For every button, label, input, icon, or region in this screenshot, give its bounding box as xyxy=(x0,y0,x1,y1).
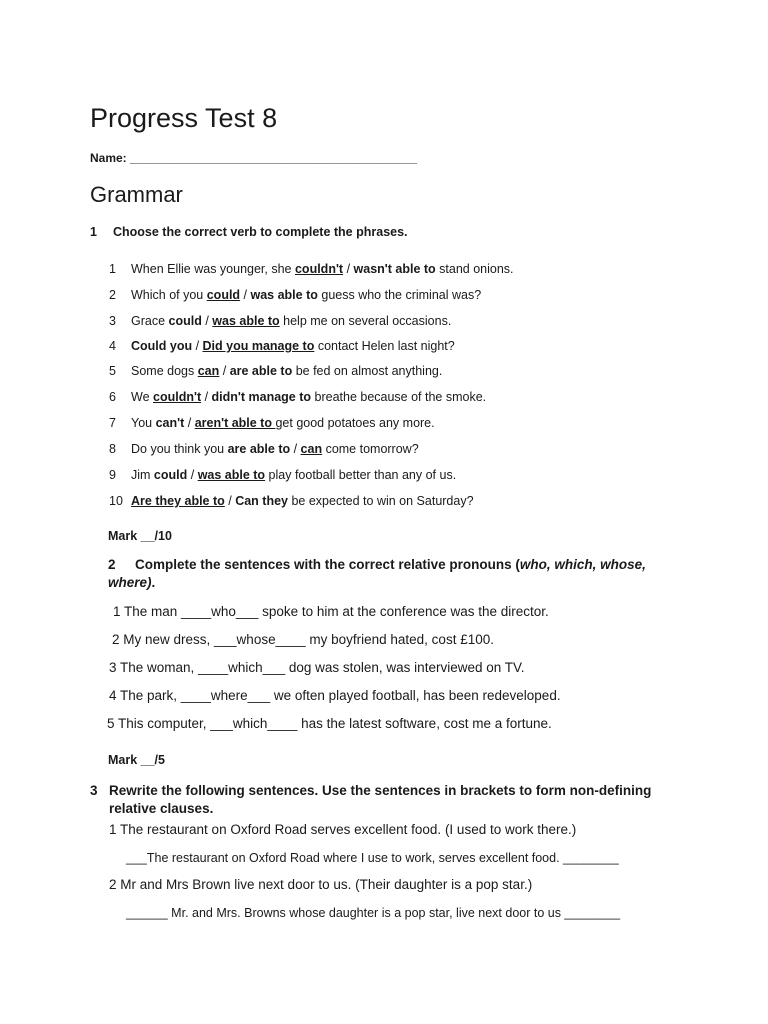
option-2[interactable]: Can they xyxy=(235,494,288,508)
option-separator: / xyxy=(240,288,251,302)
option-2[interactable]: didn't manage to xyxy=(211,390,312,404)
question-3-prompt: 2 Mr and Mrs Brown live next door to us. (Their daughter is a pop star.) xyxy=(109,877,533,892)
item-text-after: be expected to win on Saturday? xyxy=(288,494,474,508)
item-text-after: come tomorrow? xyxy=(322,442,419,456)
option-separator: / xyxy=(201,390,212,404)
question-number: 1 xyxy=(90,225,97,239)
question-3-answer[interactable]: ______ Mr. and Mrs. Browns whose daughter is a pop star, live next door to us ________ xyxy=(126,906,621,920)
option-2[interactable]: are able to xyxy=(229,364,293,378)
question-3-answer[interactable]: ___The restaurant on Oxford Road where I use to work, serves excellent food. ________ xyxy=(126,851,619,865)
option-separator: / xyxy=(201,314,213,328)
question-1-item xyxy=(109,337,455,355)
item-text-after: stand onions. xyxy=(435,262,514,276)
option-separator: / xyxy=(224,494,236,508)
option-1[interactable]: could xyxy=(206,288,241,302)
instruction-text: Choose the correct verb to complete the phrases. xyxy=(113,225,408,239)
item-number: 5 xyxy=(109,364,116,378)
item-text-after: guess who the criminal was? xyxy=(317,288,482,302)
question-1-item xyxy=(109,286,481,304)
option-1[interactable]: couldn't xyxy=(294,262,344,276)
item-text-before: You xyxy=(131,416,156,430)
option-2[interactable]: was able to xyxy=(197,468,266,482)
option-2[interactable]: can xyxy=(300,442,323,456)
instruction-end: . xyxy=(151,575,156,590)
question-1-item xyxy=(109,362,442,380)
option-separator: / xyxy=(184,416,195,430)
option-separator: / xyxy=(187,468,198,482)
option-separator: / xyxy=(192,339,203,353)
instruction-italic-text: who, which, whose, where) xyxy=(108,557,646,590)
option-separator: / xyxy=(290,442,301,456)
question-1-item xyxy=(109,492,474,510)
page-title: Progress Test 8 xyxy=(90,103,278,133)
question-1-item xyxy=(109,260,514,278)
instruction-text: Complete the sentences with the correct relative pronouns ( xyxy=(135,557,520,572)
question-2-item: 2 My new dress, ___whose____ my boyfriend hated, cost £100. xyxy=(112,632,494,647)
item-number: 7 xyxy=(109,416,116,430)
option-1[interactable]: are able to xyxy=(227,442,291,456)
option-2[interactable]: was able to xyxy=(212,314,280,328)
option-2[interactable]: Did you manage to xyxy=(202,339,315,353)
option-2[interactable]: was able to xyxy=(250,288,318,302)
item-text-before: We xyxy=(131,390,153,404)
item-text-before: When Ellie was younger, she xyxy=(131,262,295,276)
item-text-before: Which of you xyxy=(131,288,207,302)
option-2[interactable]: aren't able to xyxy=(194,416,276,430)
item-text-before: Jim xyxy=(131,468,154,482)
section-heading: Grammar xyxy=(90,182,183,207)
item-number: 6 xyxy=(109,390,116,404)
item-number: 1 xyxy=(109,262,116,276)
question-2-instruction xyxy=(108,556,668,592)
question-2-item: 5 This computer, ___which____ has the latest software, cost me a fortune. xyxy=(107,716,552,731)
item-text-before: Some dogs xyxy=(131,364,198,378)
question-number: 3 xyxy=(90,783,98,798)
option-1[interactable]: could xyxy=(153,468,188,482)
item-text-after: play football better than any of us. xyxy=(265,468,457,482)
option-1[interactable]: could xyxy=(168,314,202,328)
question-1-item xyxy=(109,466,456,484)
question-3-prompt: 1 The restaurant on Oxford Road serves excellent food. (I used to work there.) xyxy=(109,822,577,837)
option-separator: / xyxy=(219,364,230,378)
item-text-after: contact Helen last night? xyxy=(314,339,455,353)
question-2-mark: Mark __/5 xyxy=(108,753,165,767)
question-1-instruction xyxy=(90,223,408,241)
option-separator: / xyxy=(343,262,354,276)
item-number: 4 xyxy=(109,339,116,353)
question-1-item xyxy=(109,312,451,330)
instruction-text: Rewrite the following sentences. Use the sentences in brackets to form non-defining relative clauses. xyxy=(109,783,652,816)
question-1-item xyxy=(109,440,419,458)
item-number: 10 xyxy=(109,494,123,508)
item-text-after: help me on several occasions. xyxy=(279,314,452,328)
question-number: 2 xyxy=(108,557,116,572)
question-3-instruction xyxy=(90,782,670,818)
question-2-item: 1 The man ____who___ spoke to him at the conference was the director. xyxy=(113,604,549,619)
question-1-item xyxy=(109,414,435,432)
item-text-after: get good potatoes any more. xyxy=(275,416,435,430)
question-2-item: 3 The woman, ____which___ dog was stolen, was interviewed on TV. xyxy=(109,660,525,675)
item-text-before: Grace xyxy=(131,314,169,328)
item-number: 8 xyxy=(109,442,116,456)
option-1[interactable]: can xyxy=(197,364,220,378)
option-1[interactable]: Are they able to xyxy=(131,494,225,508)
item-number: 9 xyxy=(109,468,116,482)
item-text-after: be fed on almost anything. xyxy=(292,364,443,378)
question-1-mark: Mark __/10 xyxy=(108,529,172,543)
item-text-after: breathe because of the smoke. xyxy=(311,390,487,404)
option-1[interactable]: can't xyxy=(155,416,185,430)
option-1[interactable]: couldn't xyxy=(153,390,202,404)
question-2-item: 4 The park, ____where___ we often played football, has been redeveloped. xyxy=(109,688,561,703)
option-1[interactable]: Could you xyxy=(131,339,193,353)
item-number: 2 xyxy=(109,288,116,302)
name-field[interactable]: Name: ___________________________________________ xyxy=(90,151,417,165)
option-2[interactable]: wasn't able to xyxy=(353,262,436,276)
question-1-item xyxy=(109,388,486,406)
item-number: 3 xyxy=(109,314,116,328)
item-text-before: Do you think you xyxy=(131,442,228,456)
